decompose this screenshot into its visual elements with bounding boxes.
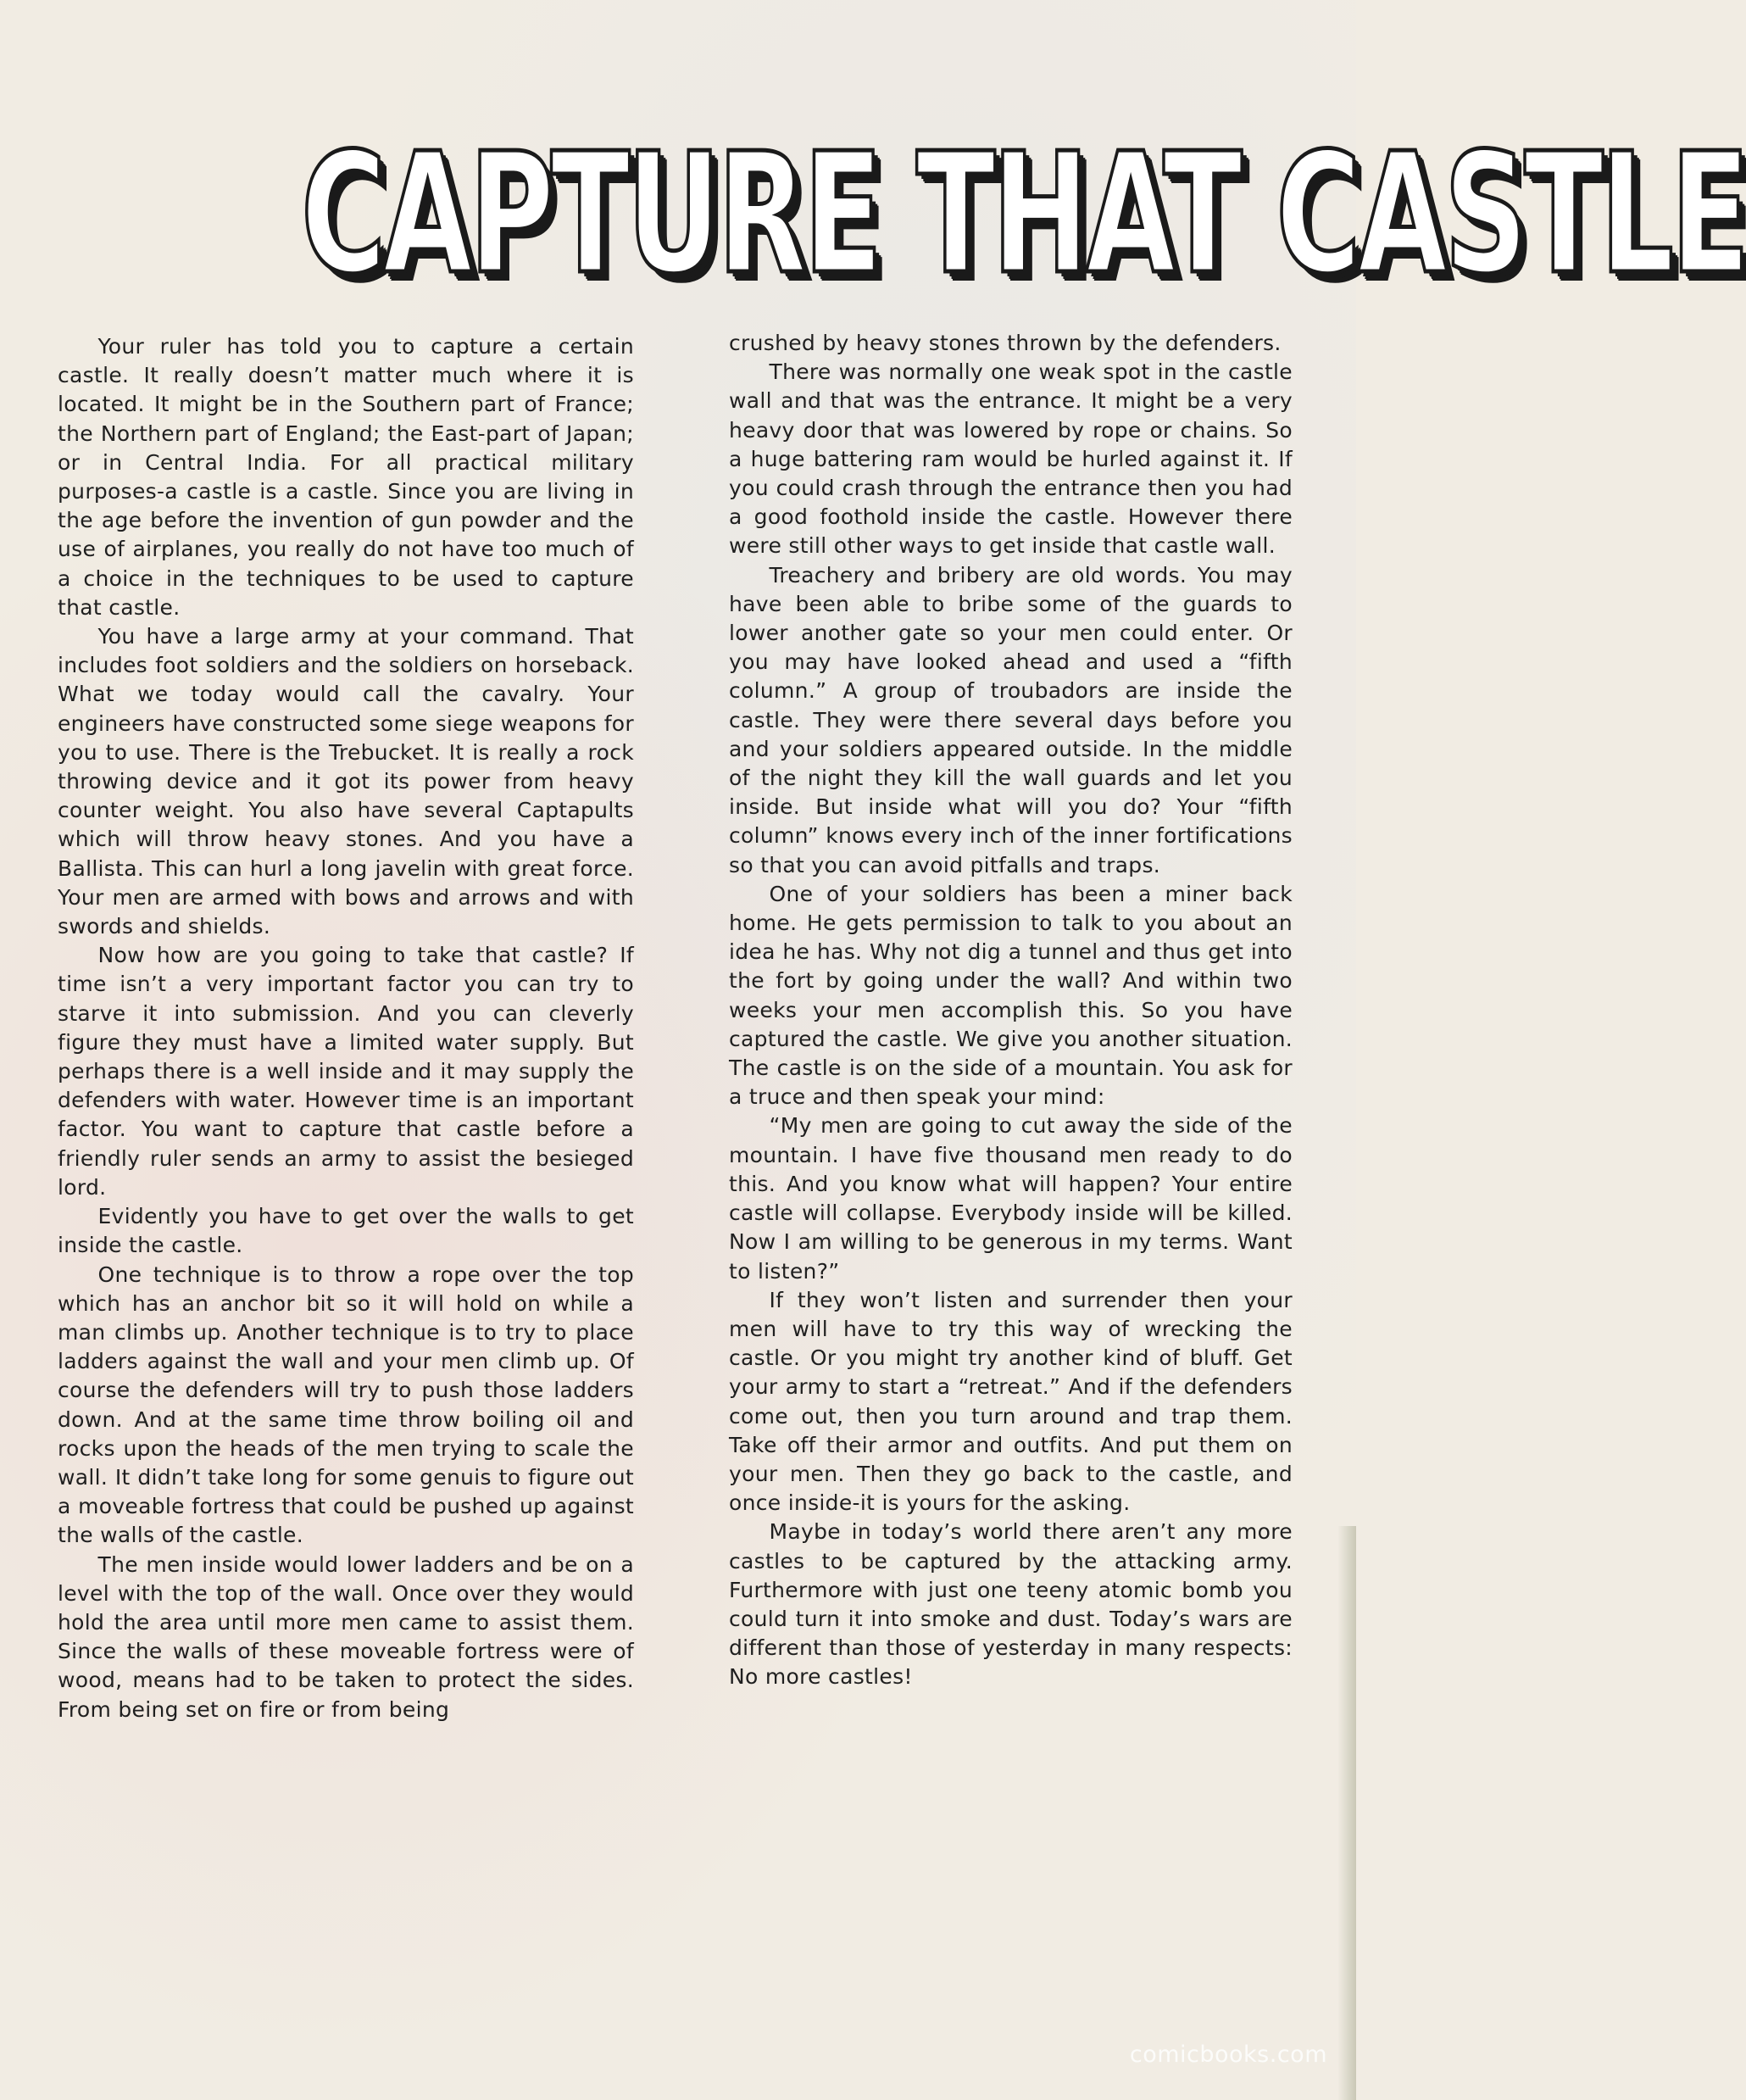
paragraph: You have a large army at your command. That includes foot soldiers and the soldiers on horseback. What we today would call the cavalry. Your engineers have constructed some siege weapons for you to use. There is the Trebucket. It is really a rock throwing device and it got its power from heavy counter weight. You also have several Captapults which will throw heavy stones. And you have a Ballista. This can hurl a long javelin with great force. Your men are armed with bows and arrows and with swords and shields. bbox=[58, 624, 634, 939]
paragraph: There was normally one weak spot in the castle wall and that was the entrance. It might be a very heavy door that was lowered by rope or chains. So a huge battering ram would be hurled against it. If you could crash through the entrance then you had a good foothold inside the castle. However there were still other ways to get inside that castle wall. bbox=[729, 359, 1293, 559]
paragraph: Now how are you going to take that castle? If time isn’t a very important factor you can try to starve it into submission. And you can cleverly figure they must have a limited water supply. But perhaps there is a well inside and it may supply the defenders with water. However time is an important factor. You want to capture that castle before a friendly ruler sends an army to assist the besieged lord. bbox=[58, 943, 634, 1200]
page-edge-shadow bbox=[1337, 1526, 1356, 2100]
page-title: CAPTURE THAT CASTLE bbox=[301, 118, 1746, 311]
left-column bbox=[58, 332, 634, 1724]
paragraph: Treachery and bribery are old words. You may have been able to bribe some of the guards to lower another gate so your men could enter. Or you may have looked ahead and used a “fifth column.” A group of troubadors are inside the castle. They were there several days before you and your soldiers appeared outside. In the middle of the night they kill the wall guards and let you inside. But inside what will you do? Your “fifth column” knows every inch of the inner fortifications so that you can avoid pitfalls and traps. bbox=[729, 562, 1293, 877]
paragraph: Maybe in today’s world there aren’t any more castles to be captured by the attacking army. Furthermore with just one teeny atomic bomb you could turn it into smoke and dust. Today’s wars are different than those of yesterday in many respects: No more castles! bbox=[729, 1519, 1293, 1690]
paragraph: The men inside would lower ladders and be on a level with the top of the wall. Once over they would hold the area until more men came to assist them. Since the walls of these moveable fortress were of wood, means had to be taken to protect the sides. From being set on fire or from being bbox=[58, 1551, 634, 1722]
paragraph: Your ruler has told you to capture a certain castle. It really doesn’t matter much where it is located. It might be in the Southern part of France; the Northern part of England; the East-part of Japan; or in Central India. For all practical military purposes-a castle is a castle. Since you are living in the age before the invention of gun powder and the use of airplanes, you really do not have too much of a choice in the techniques to be used to capture that castle. bbox=[58, 334, 634, 620]
watermark: comicbooks.com bbox=[1129, 2042, 1327, 2068]
paragraph-continued: crushed by heavy stones thrown by the defenders. bbox=[729, 331, 1282, 355]
paragraph: “My men are going to cut away the side of the mountain. I have five thousand men ready to do this. And you know what will happen? Your entire castle will collapse. Everybody inside will be killed. Now I am willing to be generous in my terms. Want to listen?” bbox=[729, 1113, 1293, 1284]
paragraph: One of your soldiers has been a miner back home. He gets permission to talk to you about an idea he has. Why not dig a tunnel and thus get into the fort by going under the wall? And within two weeks your men accomplish this. So you have captured the castle. We give you another situation. The castle is on the side of a mountain. You ask for a truce and then speak your mind: bbox=[729, 881, 1293, 1110]
paragraph: Evidently you have to get over the walls to get inside the castle. bbox=[58, 1204, 634, 1258]
paragraph: One technique is to throw a rope over the top which has an anchor bit so it will hold on while a man climbs up. Another technique is to try to place ladders against the wall and your men climb up. Of course the defenders will try to push those ladders down. And at the same time throw boiling oil and rocks upon the heads of the men trying to scale the wall. It didn’t take long for some genuis to figure out a moveable fortress that could be pushed up against the walls of the castle. bbox=[58, 1262, 634, 1548]
right-column bbox=[729, 329, 1293, 1692]
paragraph: If they won’t listen and surrender then your men will have to try this way of wrecking the castle. Or you might try another kind of bluff. Get your army to start a “retreat.” And if the defenders come out, then you turn around and trap them. Take off their armor and outfits. And put them on your men. Then they go back to the castle, and once inside-it is yours for the asking. bbox=[729, 1287, 1293, 1516]
